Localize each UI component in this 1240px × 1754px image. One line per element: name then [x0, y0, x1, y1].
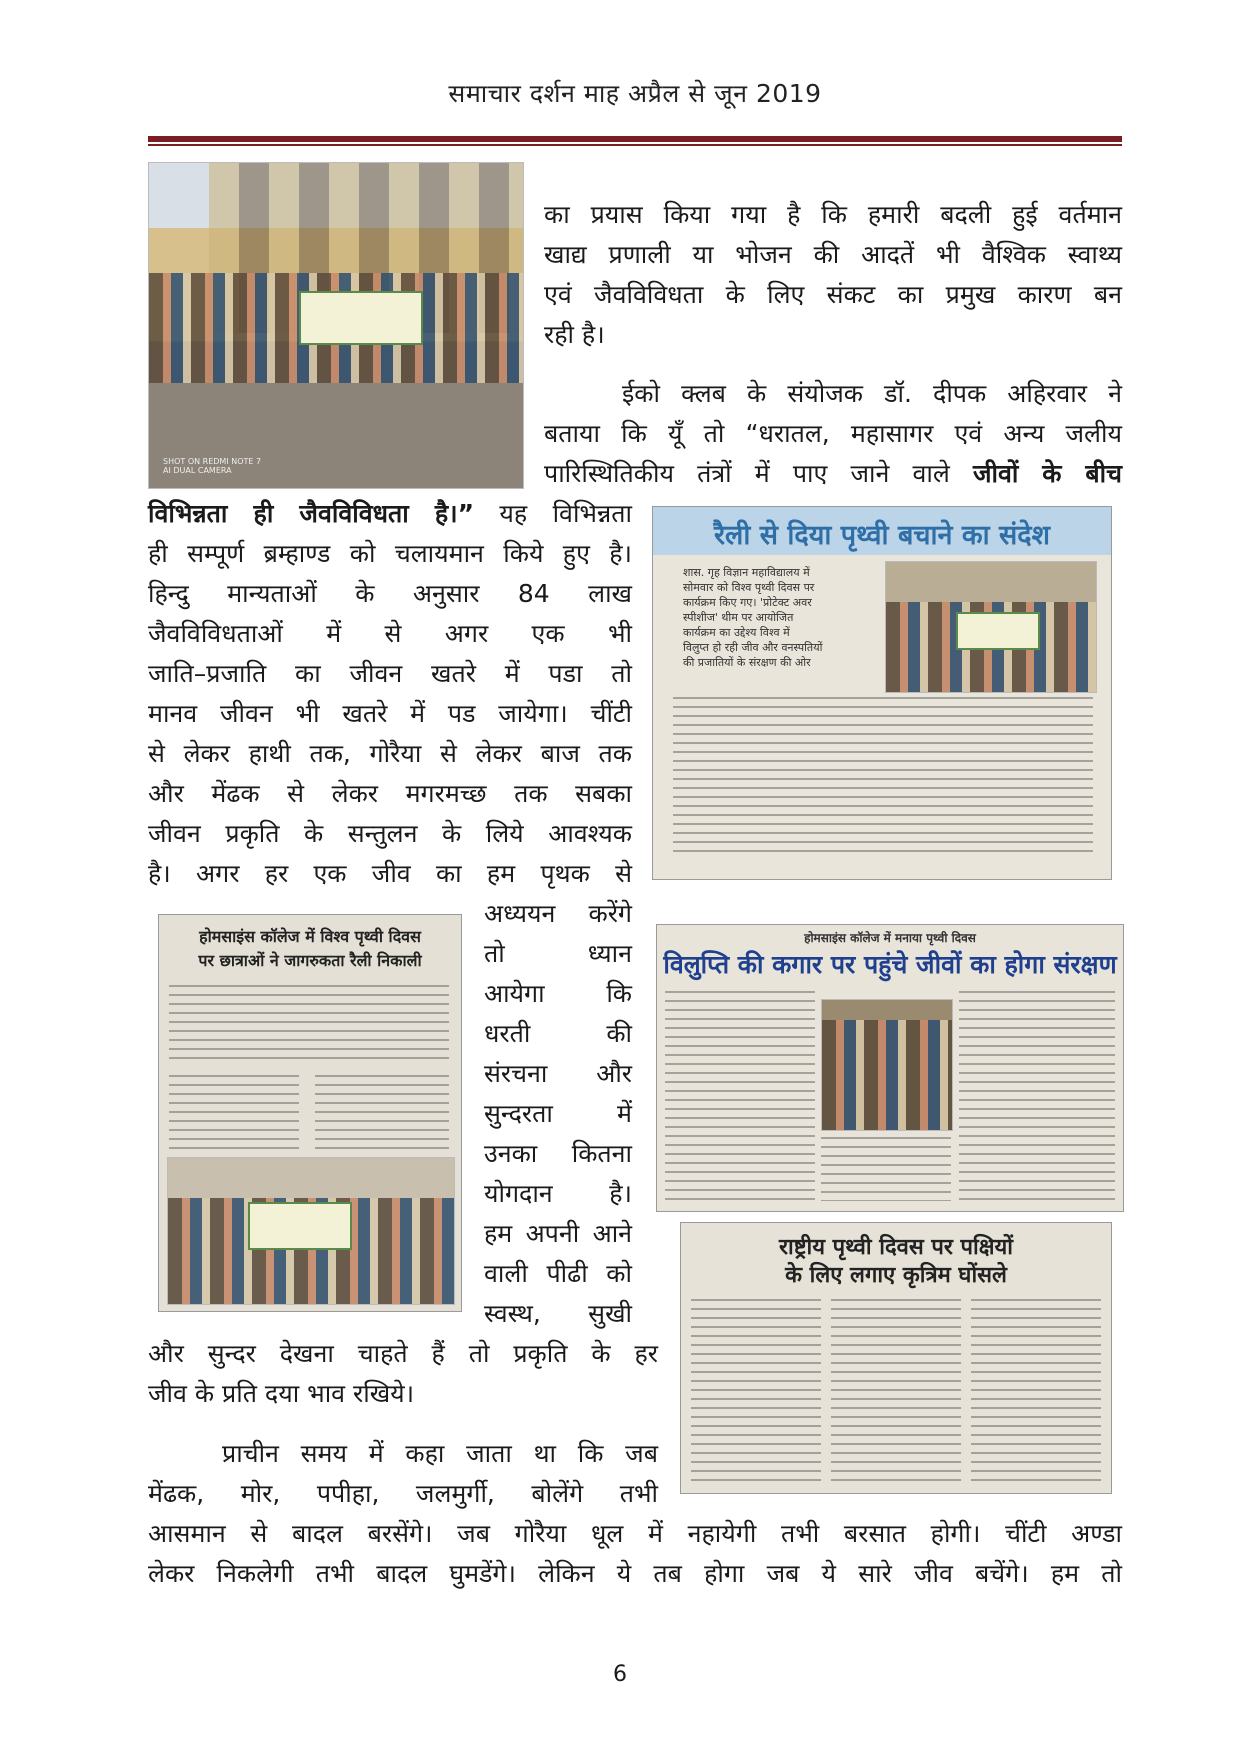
page-header-title: समाचार दर्शन माह अप्रैल से जून 2019 — [448, 79, 822, 108]
text-line: वाली पीढी को — [484, 1259, 632, 1288]
clipping-kicker: होमसाइंस कॉलेज में मनाया पृथ्वी दिवस — [804, 931, 976, 945]
text-line: जीवन प्रकृति के सन्तुलन के लिये आवश्यक — [148, 819, 632, 848]
clipping-body-lines — [315, 1075, 449, 1155]
text-line: खाद्य प्रणाली या भोजन की आदतें भी वैश्विक स्वाथ्य — [544, 240, 1122, 269]
paragraph-2-left-column — [148, 494, 632, 894]
news-clipping-4 — [680, 1222, 1112, 1494]
text-line-mixed — [148, 494, 632, 534]
clipping-body-lines — [831, 1299, 961, 1485]
clipping-headline: रैली से दिया पृथ्वी बचाने का संदेश — [714, 520, 1050, 551]
clipping-line: विलुप्त हो रही जीव और वनस्पतियों — [683, 641, 823, 654]
clipping-line: स्पीशीज' थीम पर आयोजित — [683, 611, 794, 624]
text-bold: विभिन्नता ही जैवविविधता है।” — [148, 499, 475, 528]
news-clipping-3 — [656, 924, 1124, 1212]
clipping-line: की प्रजातियों के संरक्षण की ओर — [683, 656, 811, 669]
text-line: है। अगर हर एक जीव का हम पृथक से — [148, 859, 632, 888]
clipping-body-lines — [673, 697, 1093, 857]
text-line: ही सम्पूर्ण ब्रम्हाण्ड को चलायमान किये हुए है। — [148, 539, 632, 568]
news-clipping-1 — [652, 506, 1112, 880]
text-line: और सुन्दर देखना चाहते हैं तो प्रकृति के हर — [148, 1339, 658, 1368]
text-line: जैवविविधताओं में से अगर एक भी — [148, 619, 632, 648]
paragraph-3-top — [148, 1434, 658, 1514]
header-rule-thin — [148, 144, 1122, 146]
text-line: बताया कि यूॅं तो “धरातल, महासागर एवं अन्य जलीय — [544, 419, 1122, 448]
paragraph-1 — [544, 195, 1122, 355]
clipping-body-lines — [691, 1299, 821, 1485]
text-line: प्राचीन समय में कहा जाता था कि जब — [222, 1439, 658, 1468]
text-line: एवं जैवविविधता के लिए संकट का प्रमुख कारण बन — [544, 280, 1122, 309]
news-clipping-2 — [158, 914, 462, 1312]
paragraph-3-bottom — [148, 1514, 1122, 1594]
clipping-line: कार्यक्रम का उद्देश्य विश्व में — [683, 626, 790, 639]
header-rule-thick — [148, 136, 1122, 142]
clipping-line: शास. गृह विज्ञान महाविद्यालय में — [683, 566, 810, 579]
clipping-body-lines — [971, 1299, 1101, 1485]
text-line: मानव जीवन भी खतरे में पड जायेगा। चींटी — [148, 699, 632, 728]
text-bold: जीवों के बीच — [972, 459, 1122, 488]
text-line: सुन्दरता में — [484, 1099, 632, 1128]
clipping-body-lines — [169, 985, 449, 1065]
clipping-line: कार्यक्रम किए गए। 'प्रोटेक्ट अवर — [683, 596, 812, 609]
text-line: मेंढक, मोर, पपीहा, जलमुर्गी, बोलेंगे तभी — [148, 1479, 658, 1508]
clipping-body-lines — [959, 991, 1115, 1201]
text-line: योगदान है। — [484, 1179, 632, 1208]
camera-watermark: SHOT ON REDMI NOTE 7 AI DUAL CAMERA — [163, 457, 262, 475]
text-line: हम अपनी आने — [484, 1219, 632, 1248]
text-line: रही है। — [544, 320, 605, 349]
text-line: आसमान से बादल बरसेंगे। जब गोरैया धूल में नहायेगी तभी बरसात होगी। चींटी अण्डा — [148, 1519, 1122, 1548]
text-line: उनका कितना — [484, 1139, 632, 1168]
clipping-body-lines — [821, 1137, 951, 1201]
text-line: लेकर निकलेगी तभी बादल घुमडेंगे। लेकिन ये तब होगा जब ये सारे जीव बचेंगे। हम तो — [148, 1559, 1122, 1588]
text-line: ईको क्लब के संयोजक डॉ. दीपक अहिरवार ने — [622, 379, 1122, 408]
clipping-photo — [167, 1157, 455, 1305]
text-line: अध्ययन करेंगे — [484, 899, 632, 928]
clipping-body-text — [683, 565, 893, 670]
text-line: आयेगा कि — [484, 979, 632, 1008]
clipping-headline-line-1: राष्ट्रीय पृथ्वी दिवस पर पक्षियों — [779, 1235, 1013, 1260]
clipping-photo — [821, 999, 953, 1131]
clipping-headline-line-1: होमसाइंस कॉलेज में विश्व पृथ्वी दिवस — [199, 927, 421, 946]
paragraph-2-end — [148, 1334, 658, 1414]
clipping-headline-line-2: के लिए लगाए कृत्रिम घोंसले — [785, 1263, 1007, 1288]
text-line: जाति–प्रजाति का जीवन खतरे में पडा तो — [148, 659, 632, 688]
text-normal: यह विभिन्नता — [474, 499, 632, 528]
text-line: स्वस्थ, सुखी — [484, 1299, 632, 1328]
clipping-body-lines — [665, 991, 815, 1201]
text-normal: पारिस्थितिकीय तंत्रों में पाए जाने वाले — [544, 459, 973, 488]
text-line: और मेंढक से लेकर मगरमच्छ तक सबका — [148, 779, 632, 808]
clipping-line: सोमवार को विश्व पृथ्वी दिवस पर — [683, 581, 815, 594]
rally-group-photo — [148, 162, 524, 489]
clipping-headline: विलुप्ति की कगार पर पहुंचे जीवों का होगा संरक्षण — [663, 950, 1117, 979]
text-line: से लेकर हाथी तक, गोरैया से लेकर बाज तक — [148, 739, 632, 768]
page-number: 6 — [613, 1662, 627, 1687]
clipping-photo — [885, 561, 1097, 693]
text-line: धरती की — [484, 1019, 632, 1048]
text-line: जीव के प्रति दया भाव रखिये। — [148, 1379, 415, 1408]
paragraph-2-top — [544, 374, 1122, 494]
clipping-body-lines — [169, 1075, 299, 1155]
paragraph-2-narrow-column — [484, 894, 632, 1334]
clipping-headline-line-2: पर छात्राओं ने जागरुकता रैली निकाली — [198, 951, 422, 970]
text-line: तो ध्यान — [484, 939, 632, 968]
text-line-mixed — [544, 454, 1122, 494]
text-line: संरचना और — [484, 1059, 632, 1088]
text-line: का प्रयास किया गया है कि हमारी बदली हुई वर्तमान — [544, 200, 1122, 229]
text-line: हिन्दु मान्यताओं के अनुसार 84 लाख — [148, 579, 632, 608]
